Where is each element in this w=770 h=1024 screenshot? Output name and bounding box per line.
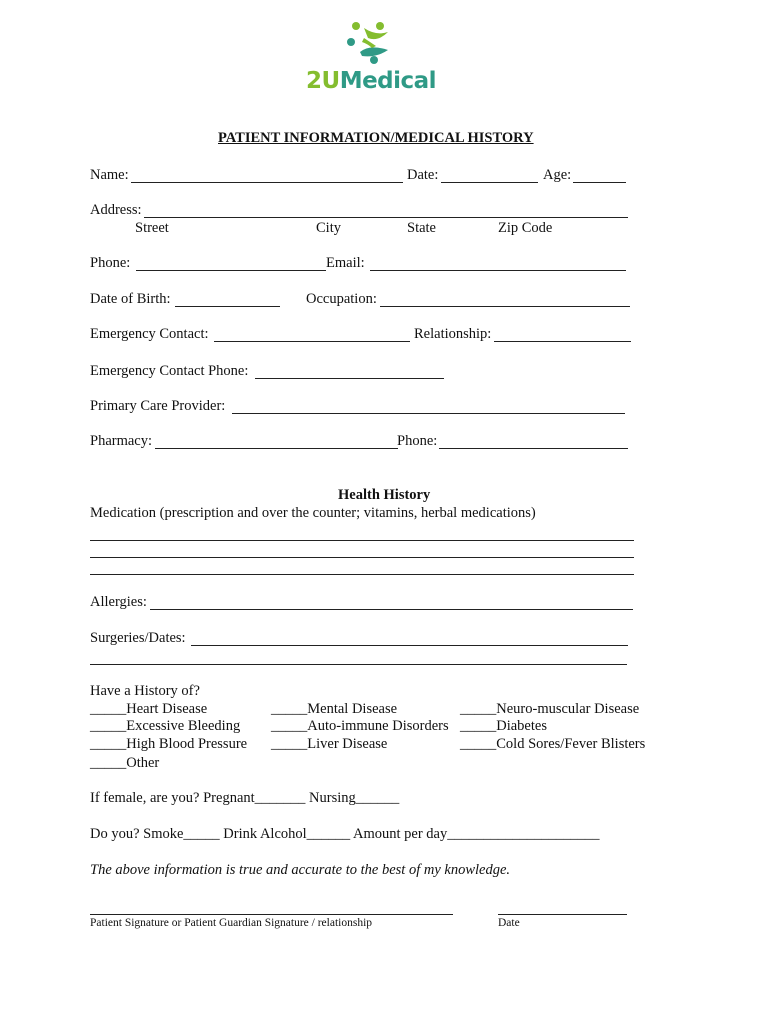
phone-field[interactable] — [136, 270, 326, 271]
emergency-contact-field[interactable] — [214, 341, 410, 342]
pharmacy-phone-label: Phone: — [397, 433, 438, 449]
signature-label: Patient Signature or Patient Guardian Signature / relationship — [90, 917, 373, 929]
date-field[interactable] — [441, 182, 538, 183]
pcp-label: Primary Care Provider: — [90, 398, 226, 414]
condition-diabetes[interactable]: _____Diabetes — [460, 718, 547, 734]
medication-label: Medication (prescription and over the counter; vitamins, herbal medications) — [90, 505, 536, 521]
condition-excessive-bleeding[interactable]: _____Excessive Bleeding — [90, 718, 241, 734]
history-prompt: Have a History of? — [90, 683, 200, 699]
zip-label: Zip Code — [498, 220, 553, 236]
state-label: State — [407, 220, 436, 236]
address-label: Address: — [90, 202, 142, 218]
surgeries-line-2[interactable] — [90, 664, 627, 665]
pcp-field[interactable] — [232, 413, 625, 414]
date-label: Date: — [407, 167, 439, 183]
phone-label: Phone: — [90, 255, 131, 271]
condition-neuromuscular[interactable]: _____Neuro-muscular Disease — [460, 701, 640, 717]
dob-field[interactable] — [175, 306, 280, 307]
condition-mental-disease[interactable]: _____Mental Disease — [271, 701, 398, 717]
brand-wordmark: 2UMedical — [306, 68, 437, 94]
email-label: Email: — [326, 255, 365, 271]
email-field[interactable] — [370, 270, 626, 271]
medication-line-2[interactable] — [90, 557, 634, 558]
brand-logo — [300, 18, 440, 98]
emergency-contact-label: Emergency Contact: — [90, 326, 209, 342]
medication-line-3[interactable] — [90, 574, 634, 575]
habits-question[interactable]: Do you? Smoke_____ Drink Alcohol______ Amount per day_____________________ — [90, 826, 600, 842]
dob-label: Date of Birth: — [90, 291, 171, 307]
allergies-field[interactable] — [150, 609, 633, 610]
relationship-field[interactable] — [494, 341, 631, 342]
signature-date-label: Date — [498, 917, 520, 929]
age-field[interactable] — [573, 182, 626, 183]
health-history-heading: Health History — [338, 487, 431, 503]
allergies-label: Allergies: — [90, 594, 147, 610]
logo-mark-icon — [338, 18, 394, 68]
page-title: PATIENT INFORMATION/MEDICAL HISTORY — [218, 130, 534, 146]
female-question[interactable]: If female, are you? Pregnant_______ Nursing______ — [90, 790, 400, 806]
name-field[interactable] — [131, 182, 403, 183]
emergency-phone-label: Emergency Contact Phone: — [90, 363, 249, 379]
condition-high-blood-pressure[interactable]: _____High Blood Pressure — [90, 736, 248, 752]
condition-other[interactable]: _____Other — [90, 755, 160, 771]
attestation-text: The above information is true and accurate to the best of my knowledge. — [90, 862, 511, 878]
age-label: Age: — [543, 167, 572, 183]
condition-cold-sores[interactable]: _____Cold Sores/Fever Blisters — [460, 736, 646, 752]
occupation-field[interactable] — [380, 306, 630, 307]
emergency-phone-field[interactable] — [255, 378, 444, 379]
name-label: Name: — [90, 167, 129, 183]
condition-liver-disease[interactable]: _____Liver Disease — [271, 736, 388, 752]
street-label: Street — [135, 220, 169, 236]
condition-autoimmune[interactable]: _____Auto-immune Disorders — [271, 718, 449, 734]
address-field[interactable] — [144, 217, 628, 218]
relationship-label: Relationship: — [414, 326, 492, 342]
medication-line-1[interactable] — [90, 540, 634, 541]
city-label: City — [316, 220, 341, 236]
condition-heart-disease[interactable]: _____Heart Disease — [90, 701, 208, 717]
occupation-label: Occupation: — [306, 291, 377, 307]
surgeries-field[interactable] — [191, 645, 628, 646]
pharmacy-field[interactable] — [155, 448, 398, 449]
surgeries-label: Surgeries/Dates: — [90, 630, 186, 646]
pharmacy-phone-field[interactable] — [439, 448, 628, 449]
pharmacy-label: Pharmacy: — [90, 433, 153, 449]
